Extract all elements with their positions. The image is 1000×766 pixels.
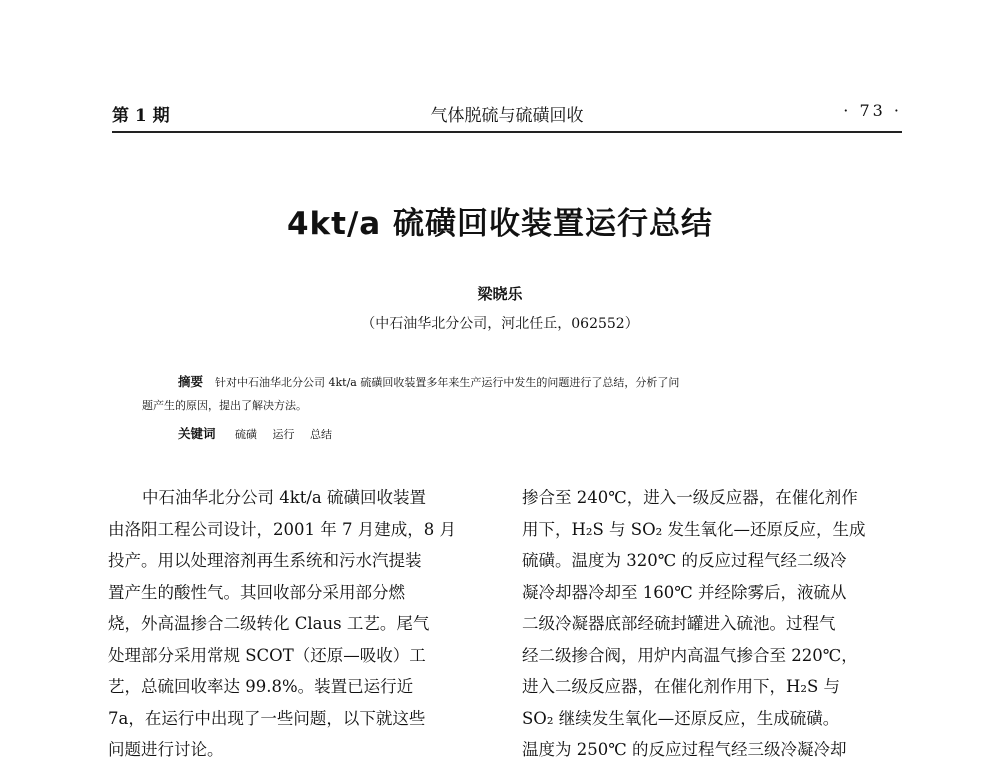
body-line: 烧，外高温掺合二级转化 Claus 工艺。尾气 xyxy=(108,614,430,633)
abstract-label: 摘要 xyxy=(178,374,204,389)
body-line: 经二级掺合阀，用炉内高温气掺合至 220℃， xyxy=(522,645,858,665)
abstract xyxy=(142,370,882,417)
body-column-right xyxy=(522,482,906,766)
body-line: 进入二级反应器，在催化剂作用下，H₂S 与 xyxy=(522,677,841,696)
body-line: 由洛阳工程公司设计，2001 年 7 月建成，8 月 xyxy=(108,519,456,539)
issue-number: 第 1 期 xyxy=(112,106,170,126)
body-line: 投产。用以处理溶剂再生系统和污水汽提装 xyxy=(108,551,422,570)
abstract-line-1 xyxy=(142,370,882,394)
body-line: SO₂ 继续发生氧化—还原反应，生成硫磺。 xyxy=(522,708,840,728)
keywords xyxy=(178,424,344,442)
body-line: 凝冷却器冷却至 160℃ 并经除雾后，液硫从 xyxy=(522,582,847,602)
body-line: 硫磺。温度为 320℃ 的反应过程气经二级冷 xyxy=(522,551,847,570)
keyword-item: 总结 xyxy=(310,428,333,441)
body-line: 7a，在运行中出现了一些问题，以下就这些 xyxy=(108,708,426,728)
keyword-item: 硫磺 xyxy=(235,428,258,441)
keyword-item: 运行 xyxy=(272,428,295,441)
body-column-left xyxy=(108,482,492,766)
article-title: 4kt/a 硫磺回收装置运行总结 xyxy=(286,206,714,242)
body-line: 问题进行讨论。 xyxy=(108,740,224,759)
running-header xyxy=(112,97,902,133)
journal-name: 气体脱硫与硫磺回收 xyxy=(430,106,584,126)
abstract-line-2: 题产生的原因，提出了解决方法。 xyxy=(142,399,307,412)
body-line: 温度为 250℃ 的反应过程气经三级冷凝冷却 xyxy=(522,740,847,759)
keywords-label: 关键词 xyxy=(178,426,216,441)
author-name: 梁晓乐 xyxy=(477,285,523,303)
author-affiliation: （中石油华北分公司，河北任丘，062552） xyxy=(361,316,639,332)
page-number: · 73 · xyxy=(843,101,902,120)
body-line: 用下，H₂S 与 SO₂ 发生氧化—还原反应，生成 xyxy=(522,519,866,539)
body-line: 中石油华北分公司 4kt/a 硫磺回收装置 xyxy=(142,488,427,507)
body-line: 艺，总硫回收率达 99.8%。装置已运行近 xyxy=(108,677,414,696)
body-line: 二级冷凝器底部经硫封罐进入硫池。过程气 xyxy=(522,614,836,633)
body-line: 置产生的酸性气。其回收部分采用部分燃 xyxy=(108,582,405,602)
body-line: 掺合至 240℃，进入一级反应器，在催化剂作 xyxy=(522,488,858,507)
abstract-text-1: 针对中石油华北分公司 4kt/a 硫磺回收装置多年来生产运行中发生的问题进行了总结，分析了问 xyxy=(215,376,680,389)
body-line: 处理部分采用常规 SCOT（还原—吸收）工 xyxy=(108,645,426,665)
